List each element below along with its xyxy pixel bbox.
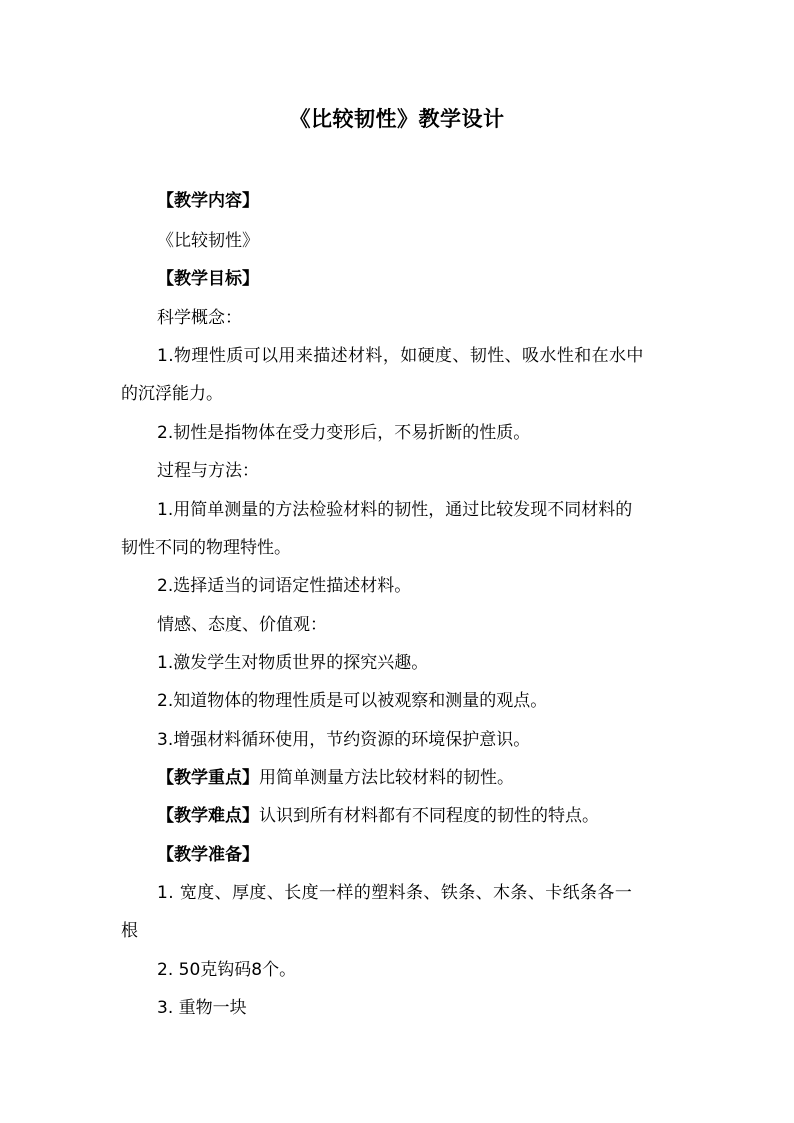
science-concept-item-1: 1.物理性质可以用来描述材料，如硬度、韧性、吸水性和在水中 (157, 346, 644, 366)
difficulty-text: 认识到所有材料都有不同程度的韧性的特点。 (259, 806, 599, 826)
process-method-item-1: 1.用简单测量的方法检验材料的韧性，通过比较发现不同材料的 (157, 500, 633, 520)
science-concept-item-1-cont: 的沉浮能力。 (121, 384, 223, 404)
preparation-item-3: 3. 重物一块 (157, 998, 247, 1018)
attitude-item-2: 2.知道物体的物理性质是可以被观察和测量的观点。 (157, 691, 548, 711)
key-point-text: 用简单测量方法比较材料的韧性。 (259, 768, 514, 788)
document-title: 《比较韧性》教学设计 (289, 107, 505, 131)
process-method-item-1-cont: 韧性不同的物理特性。 (121, 538, 291, 558)
key-point-line (157, 766, 514, 790)
content-text: 《比较韧性》 (157, 231, 259, 251)
science-concepts-label: 科学概念： (157, 308, 242, 328)
attitude-item-3: 3.增强材料循环使用，节约资源的环境保护意识。 (157, 730, 531, 750)
attitude-item-1: 1.激发学生对物质世界的探究兴趣。 (157, 653, 429, 673)
content-heading: 【教学内容】 (157, 191, 259, 211)
difficulty-line (157, 804, 599, 828)
difficulty-heading: 【教学难点】 (157, 806, 259, 826)
preparation-heading: 【教学准备】 (157, 845, 259, 865)
preparation-item-1-cont: 根 (121, 921, 138, 941)
goals-heading: 【教学目标】 (157, 269, 259, 289)
attitudes-label: 情感、态度、价值观： (157, 615, 327, 635)
preparation-item-1: 1. 宽度、厚度、长度一样的塑料条、铁条、木条、卡纸条各一 (157, 883, 633, 903)
preparation-item-2: 2. 50克钩码8个。 (157, 960, 297, 980)
process-method-item-2: 2.选择适当的词语定性描述材料。 (157, 576, 412, 596)
science-concept-item-2: 2.韧性是指物体在受力变形后，不易折断的性质。 (157, 423, 531, 443)
key-point-heading: 【教学重点】 (157, 768, 259, 788)
process-methods-label: 过程与方法： (157, 461, 259, 481)
